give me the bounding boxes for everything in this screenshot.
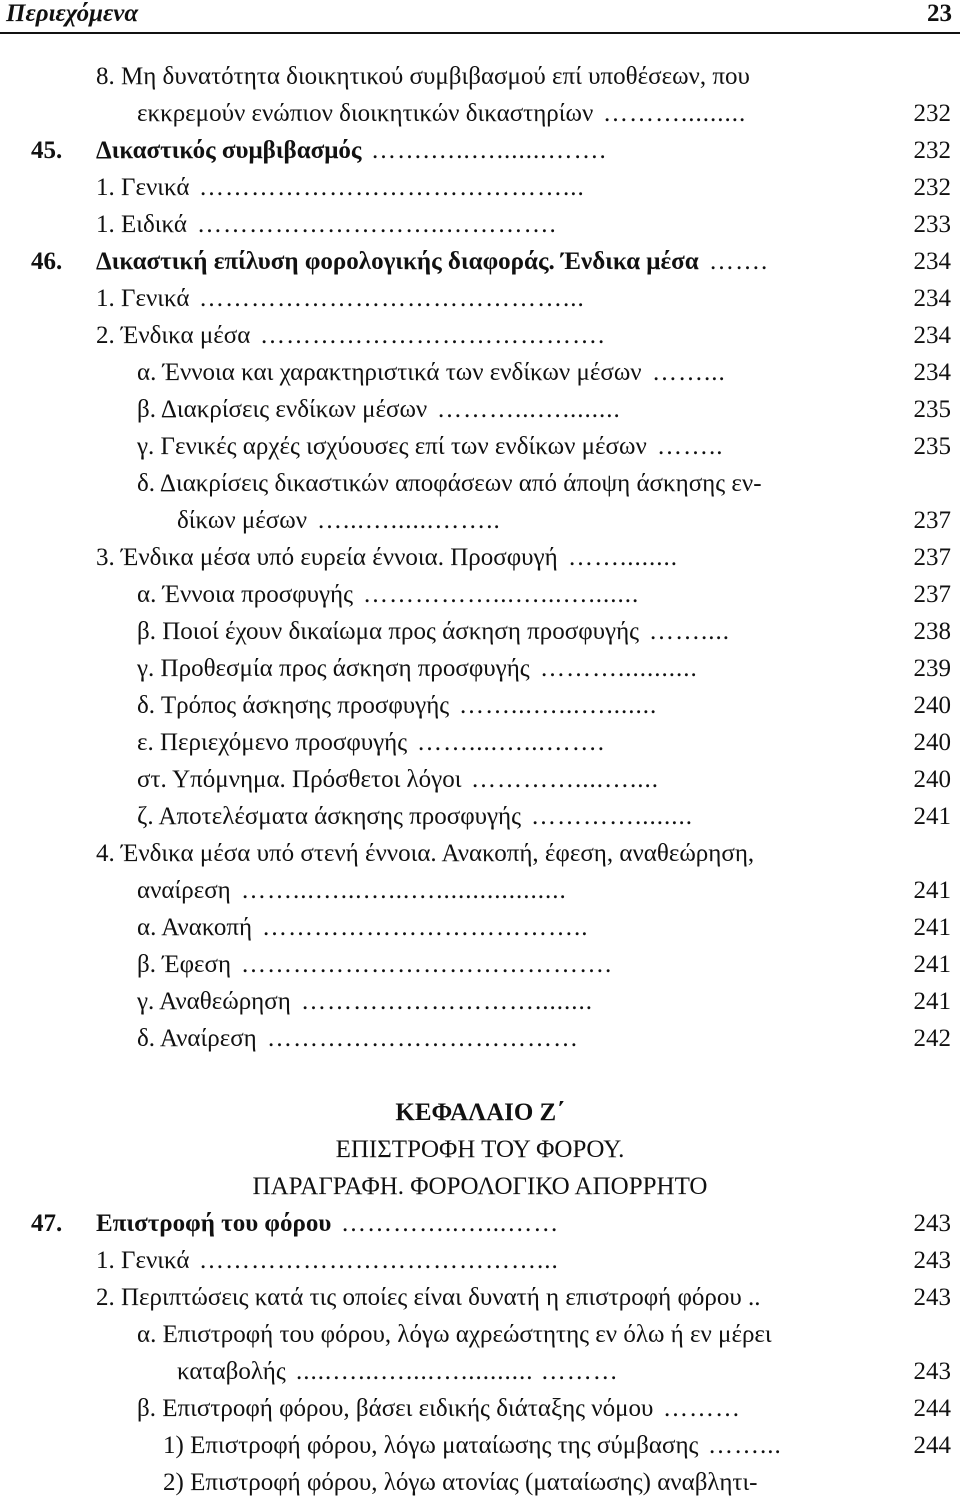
entry-page: 232 [913, 137, 951, 164]
toc-entry [0, 428, 960, 465]
dot-leader: …...…......…….. [317, 507, 501, 534]
dot-leader: …………………………………. [260, 322, 606, 349]
page-number: 23 [927, 0, 952, 27]
toc-entry [0, 243, 960, 280]
entry-title: β. Επιστροφή φόρου, βάσει ειδικής διάταξης νόμου [137, 1395, 654, 1422]
toc-entry [0, 650, 960, 687]
entry-title: 4. Ένδικα μέσα υπό στενή έννοια. Ανακοπή, έφεση, αναθεώρηση, [96, 840, 755, 867]
dot-leader: …….... [649, 618, 730, 645]
entry-page: 239 [913, 655, 951, 682]
entry-page: 242 [913, 1025, 951, 1052]
entry-title: 8. Μη δυνατότητα διοικητικού συμβιβασμού επί υποθέσεων, που [96, 63, 750, 90]
entry-page: 237 [913, 507, 951, 534]
header-rule [0, 32, 960, 34]
toc-entry [0, 206, 960, 243]
entry-page: 234 [913, 248, 951, 275]
entry-title: β. Διακρίσεις ενδίκων μέσων [137, 396, 428, 423]
entry-title: δ. Διακρίσεις δικαστικών αποφάσεων από άποψη άσκησης εν- [137, 470, 762, 497]
toc-entry [0, 946, 960, 983]
dot-leader: ……………………………………... [199, 285, 585, 312]
toc-entry [0, 1316, 960, 1353]
toc-entry [0, 391, 960, 428]
entry-page: 237 [913, 544, 951, 571]
dot-leader: ……………...…...…....... [363, 581, 640, 608]
dot-leader: …………........ [531, 803, 693, 830]
toc-entry [0, 576, 960, 613]
toc-entry [0, 835, 960, 872]
dot-leader: ……...…...…...….................. [241, 877, 567, 904]
toc-entry [0, 1242, 960, 1279]
entry-title: 1) Επιστροφή φόρου, λόγω ματαίωσης της σύμβασης [163, 1432, 699, 1459]
entry-page: 243 [913, 1358, 951, 1385]
entry-title: 1. Γενικά [96, 285, 190, 312]
entry-title: 2) Επιστροφή φόρου, λόγω ατονίας (ματαίωσης) αναβλητι- [163, 1469, 758, 1496]
dot-leader: ……… [663, 1395, 741, 1422]
dot-leader: ………...…........ [437, 396, 621, 423]
entry-title: β. Έφεση [137, 951, 232, 978]
toc-entry [0, 354, 960, 391]
entry-title: 1. Ειδικά [96, 211, 187, 238]
toc-entry [0, 1464, 960, 1501]
entry-title: 1. Γενικά [96, 1247, 190, 1274]
entry-title: 2. Περιπτώσεις κατά τις οποίες είναι δυνατή η επιστροφή φόρου .. [96, 1284, 761, 1311]
dot-leader: …………..…...…… [341, 1210, 560, 1237]
dot-leader: …………....….... [471, 766, 659, 793]
chapter-heading: ΚΕΦΑΛΑΙΟ Ζ΄ [395, 1099, 565, 1126]
entry-page: 232 [913, 100, 951, 127]
entry-page: 240 [913, 729, 951, 756]
entry-title: στ. Υπόμνημα. Πρόσθετοι λόγοι [137, 766, 462, 793]
running-title: Περιεχόμενα [6, 0, 139, 27]
dot-leader: ……....…...……. [417, 729, 605, 756]
toc-entry [0, 1427, 960, 1464]
toc-entry [0, 1279, 960, 1316]
entry-title: Επιστροφή του φόρου [96, 1210, 332, 1237]
dot-leader: ……………………………… [267, 1025, 579, 1052]
toc-entry [0, 1020, 960, 1057]
entry-title: καταβολής [177, 1358, 286, 1385]
entry-page: 241 [913, 914, 951, 941]
toc-entry [0, 687, 960, 724]
entry-title: α. Ανακοπή [137, 914, 253, 941]
entry-title: α. Επιστροφή του φόρου, λόγω αχρεώστητης εν όλω ή εν μέρει [137, 1321, 772, 1348]
entry-title: δίκων μέσων [177, 507, 308, 534]
entry-page: 240 [913, 766, 951, 793]
toc-entry [0, 798, 960, 835]
entry-page: 238 [913, 618, 951, 645]
toc-entry [0, 1353, 960, 1390]
toc-entry [0, 539, 960, 576]
dot-leader: ……...…...…....... [459, 692, 658, 719]
toc-entry [0, 613, 960, 650]
entry-page: 241 [913, 803, 951, 830]
entry-page: 234 [913, 322, 951, 349]
dot-leader: ……………………………………... [199, 174, 585, 201]
entry-title: 2. Ένδικα μέσα [96, 322, 251, 349]
entry-title: εκκρεμούν ενώπιον διοικητικών δικαστηρίων [137, 100, 594, 127]
entry-page: 234 [913, 285, 951, 312]
entry-title: γ. Προθεσμία προς άσκηση προσφυγής [137, 655, 530, 682]
dot-leader: ……........ [568, 544, 678, 571]
toc-entry [0, 132, 960, 169]
toc-entry [0, 761, 960, 798]
toc-entry [0, 724, 960, 761]
dot-leader: .....…...…....….......... ……… [296, 1358, 619, 1385]
toc-entry [0, 95, 960, 132]
entry-page: 244 [913, 1432, 951, 1459]
dot-leader: …….. [657, 433, 724, 460]
entry-title: ζ. Αποτελέσματα άσκησης προσφυγής [137, 803, 522, 830]
toc-entry [0, 1205, 960, 1242]
toc-entry [0, 58, 960, 95]
entry-page: 232 [913, 174, 951, 201]
dot-leader: ……... [708, 1432, 782, 1459]
dot-leader: ……. [709, 248, 769, 275]
table-of-contents [0, 58, 960, 1501]
chapter-subtitle: ΠΑΡΑΓΡΑΦΗ. ΦΟΡΟΛΟΓΙΚΟ ΑΠΟΡΡΗΤΟ [252, 1173, 708, 1200]
entry-number: 47. [31, 1210, 63, 1237]
entry-title: α. Έννοια προσφυγής [137, 581, 354, 608]
toc-entry [0, 983, 960, 1020]
entry-page: 237 [913, 581, 951, 608]
dot-leader: ………………………........ [301, 988, 593, 1015]
entry-title: αναίρεση [137, 877, 231, 904]
entry-page: 234 [913, 359, 951, 386]
entry-title: Δικαστικός συμβιβασμός [96, 137, 362, 164]
dot-leader: ………………………..…………. [197, 211, 557, 238]
entry-page: 244 [913, 1395, 951, 1422]
toc-list [0, 1205, 960, 1501]
entry-page: 243 [913, 1247, 951, 1274]
dot-leader: …….…..….......……. [371, 137, 607, 164]
entry-page: 240 [913, 692, 951, 719]
dot-leader: ………........... [540, 655, 698, 682]
entry-title: 3. Ένδικα μέσα υπό ευρεία έννοια. Προσφυγή [96, 544, 558, 571]
entry-title: ε. Περιεχόμενο προσφυγής [137, 729, 408, 756]
toc-entry [0, 280, 960, 317]
entry-title: γ. Γενικές αρχές ισχύουσες επί των ενδίκων μέσων [137, 433, 647, 460]
toc-entry [0, 872, 960, 909]
toc-entry [0, 909, 960, 946]
entry-title: γ. Αναθεώρηση [137, 988, 291, 1015]
section-gap [0, 1057, 960, 1094]
dot-leader: ………......... [603, 100, 747, 127]
toc-entry [0, 169, 960, 206]
entry-page: 241 [913, 877, 951, 904]
entry-number: 45. [31, 137, 63, 164]
toc-entry [0, 502, 960, 539]
page-header [0, 0, 960, 32]
entry-page: 243 [913, 1284, 951, 1311]
entry-title: δ. Τρόπος άσκησης προσφυγής [137, 692, 450, 719]
entry-page: 233 [913, 211, 951, 238]
entry-page: 241 [913, 951, 951, 978]
entry-page: 235 [913, 433, 951, 460]
toc-entry [0, 1390, 960, 1427]
entry-page: 235 [913, 396, 951, 423]
entry-number: 46. [31, 248, 63, 275]
entry-title: δ. Αναίρεση [137, 1025, 257, 1052]
dot-leader: ……... [652, 359, 726, 386]
dot-leader: …………………………………... [199, 1247, 559, 1274]
entry-page: 241 [913, 988, 951, 1015]
entry-title: Δικαστική επίλυση φορολογικής διαφοράς. Ένδικα μέσα [96, 248, 699, 275]
dot-leader: ……………………………………. [241, 951, 613, 978]
toc-list [0, 58, 960, 1057]
entry-title: α. Έννοια και χαρακτηριστικά των ενδίκων μέσων [137, 359, 642, 386]
chapter-title: ΕΠΙΣΤΡΟΦΗ ΤΟΥ ΦΟΡΟΥ. [335, 1136, 625, 1163]
entry-title: 1. Γενικά [96, 174, 190, 201]
toc-entry [0, 317, 960, 354]
entry-title: β. Ποιοί έχουν δικαίωμα προς άσκηση προσφυγής [137, 618, 640, 645]
toc-entry [0, 465, 960, 502]
entry-page: 243 [913, 1210, 951, 1237]
dot-leader: ……………………………….. [262, 914, 589, 941]
